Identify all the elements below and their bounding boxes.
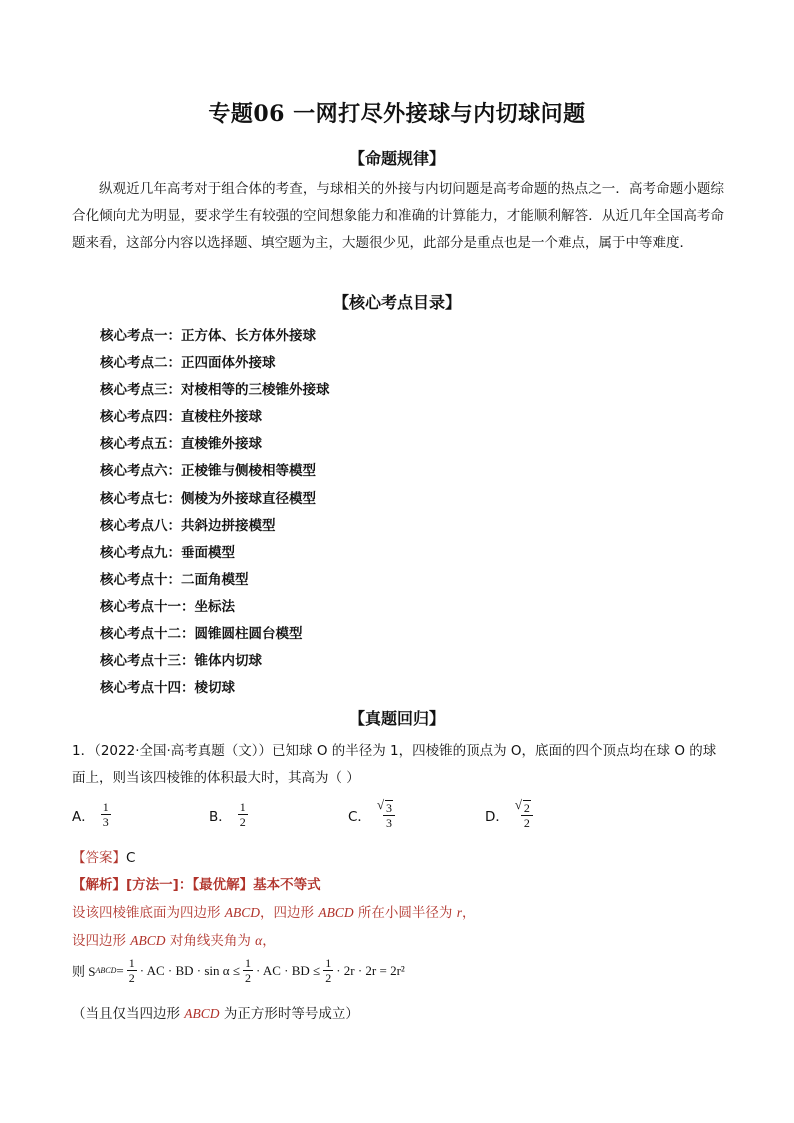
area-formula: 则 S ABCD = $\frac{1}{2}$ · AC · BD · sin α ≤ $\frac{1}{2}$ · AC · BD ≤ $\frac{1}{2}$ · 2r · 2r = 2r² bbox=[72, 956, 405, 985]
fraction: $\frac{1}{2}$ bbox=[325, 956, 332, 985]
fraction: √ $\frac{3}{3}$ bbox=[383, 800, 395, 830]
method-name: 基本不等式 bbox=[253, 877, 321, 893]
toc-item[interactable]: 核心考点四：直棱柱外接球 bbox=[100, 409, 262, 426]
solution-heading bbox=[72, 873, 321, 893]
option-label: D． bbox=[485, 809, 509, 825]
answer-line bbox=[72, 846, 135, 866]
fraction: √ $\frac{2}{2}$ bbox=[521, 800, 533, 830]
real-exam-heading: 【真题回归】 bbox=[348, 709, 445, 728]
toc-item[interactable]: 核心考点十四：棱切球 bbox=[100, 680, 235, 697]
equality-note: （当且仅当四边形 ABCD 为正方形时等号成立） bbox=[72, 1006, 359, 1022]
fraction: $\frac{1}{2}$ bbox=[239, 800, 246, 829]
method-label: [方法一]： bbox=[126, 877, 193, 893]
solution-line-1: 设该四棱锥底面为四边形 ABCD，四边形 ABCD 所在小圆半径为 r， bbox=[72, 905, 476, 921]
option-label: A． bbox=[72, 808, 95, 825]
fraction: $\frac{1}{3}$ bbox=[102, 800, 109, 829]
solution-line-2: 设四边形 ABCD 对角线夹角为 α， bbox=[72, 933, 276, 949]
toc-item[interactable]: 核心考点五：直棱锥外接球 bbox=[100, 436, 262, 453]
toc-item[interactable]: 核心考点八：共斜边拼接模型 bbox=[100, 517, 276, 534]
option-label: C． bbox=[348, 809, 371, 825]
option-a[interactable] bbox=[72, 800, 111, 829]
option-label: B． bbox=[209, 808, 232, 825]
toc-item[interactable]: 核心考点十二：圆锥圆柱圆台模型 bbox=[100, 626, 303, 643]
toc-heading: 【核心考点目录】 bbox=[332, 293, 461, 312]
toc-item[interactable]: 核心考点十：二面角模型 bbox=[100, 571, 249, 588]
answer-value: C bbox=[126, 850, 136, 866]
answer-label: 【答案】 bbox=[72, 850, 126, 866]
best-label: 【最优解】 bbox=[192, 877, 254, 893]
toc-list bbox=[100, 323, 330, 702]
option-d[interactable] bbox=[485, 800, 533, 830]
question-line-1: 1．（2022·全国·高考真题（文））已知球 O 的半径为 1，四棱锥的顶点为 O，底面的四个顶点均在球 O 的球 bbox=[72, 743, 717, 759]
toc-item[interactable]: 核心考点二：正四面体外接球 bbox=[100, 355, 276, 372]
rule-heading: 【命题规律】 bbox=[348, 149, 445, 168]
toc-item[interactable]: 核心考点十一：坐标法 bbox=[100, 598, 235, 615]
option-b[interactable] bbox=[209, 800, 248, 829]
toc-item[interactable]: 核心考点六：正棱锥与侧棱相等模型 bbox=[100, 463, 316, 480]
fraction: $\frac{1}{2}$ bbox=[128, 956, 135, 985]
toc-item[interactable]: 核心考点九：垂面模型 bbox=[100, 544, 235, 561]
toc-item[interactable]: 核心考点一：正方体、长方体外接球 bbox=[100, 328, 316, 344]
solution-label: 【解析】 bbox=[72, 877, 126, 893]
fraction: $\frac{1}{2}$ bbox=[244, 956, 251, 985]
question-line-2: 面上，则当该四棱锥的体积最大时，其高为（ ） bbox=[72, 770, 360, 786]
toc-item[interactable]: 核心考点三：对棱相等的三棱锥外接球 bbox=[100, 382, 330, 399]
toc-item[interactable]: 核心考点七：侧棱为外接球直径模型 bbox=[100, 490, 316, 507]
option-c[interactable] bbox=[348, 800, 395, 830]
page-title: 专题06 一网打尽外接球与内切球问题 bbox=[208, 101, 586, 127]
rule-paragraph: 纵观近几年高考对于组合体的考查，与球相关的外接与内切问题是高考命题的热点之一．高考命题小题综合化倾向尤为明显，要求学生有较强的空间想象能力和准确的计算能力，才能顺利解答．从近几年全国高考命题来看，这部分内容以选择题、填空题为主，大题很少见，此部分是重点也是一个难点，属于中等难度． bbox=[72, 181, 724, 251]
toc-item[interactable]: 核心考点十三：锥体内切球 bbox=[100, 653, 262, 670]
